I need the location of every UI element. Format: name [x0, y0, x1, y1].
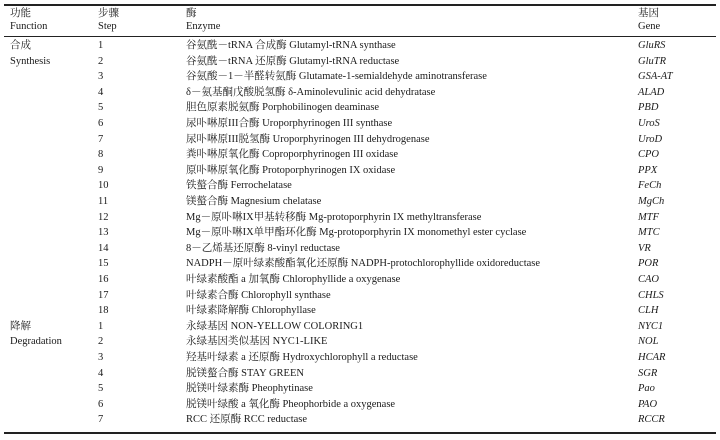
header-enzyme: 酶 Enzyme: [186, 8, 221, 32]
step-cell: 5: [98, 383, 104, 395]
table-row: [0, 38, 720, 54]
step-cell: 10: [98, 180, 109, 192]
table-row: [0, 366, 720, 382]
gene-cell: CLH: [638, 305, 659, 317]
enzyme-cell: δ－氨基酮戊酸脱氢酶 δ-Aminolevulinic acid dehydratase: [186, 86, 436, 98]
step-cell: 3: [98, 352, 104, 363]
table-row: [0, 288, 720, 304]
step-cell: 11: [98, 196, 109, 207]
step-cell: 1: [98, 40, 104, 51]
table-row: [0, 85, 720, 101]
gene-cell: UroD: [638, 133, 663, 145]
table-row: [0, 381, 720, 397]
enzyme-cell: Mg－原卟啉IX单甲酯环化酶 Mg-protoporphyrin IX monomethyl ester cyclase: [186, 227, 527, 239]
gene-cell: POR: [638, 258, 659, 270]
gene-cell: NYC1: [638, 320, 664, 332]
table-row: [0, 163, 720, 179]
table-row: [0, 100, 720, 116]
table-row: [0, 397, 720, 413]
gene-cell: GluRS: [638, 40, 666, 51]
gene-cell: PPX: [638, 164, 658, 176]
group-label-zh: 合成: [10, 40, 31, 51]
enzyme-cell: 铁螯合酶 Ferrochelatase: [186, 180, 292, 192]
enzyme-cell: NADPH－原叶绿素酸酯氧化还原酶 NADPH-protochlorophyllide oxidoreductase: [186, 258, 541, 270]
enzyme-cell: 粪卟啉原氧化酶 Coproporphyrinogen III oxidase: [186, 149, 399, 161]
enzyme-cell: 叶绿素酸酯 a 加氧酶 Chlorophyllide a oxygenase: [186, 274, 401, 285]
step-cell: 4: [98, 367, 104, 379]
table-row: [0, 256, 720, 272]
enzyme-cell: 羟基叶绿素 a 还原酶 Hydroxychlorophyll a reductase: [186, 352, 418, 363]
enzyme-cell: 谷氨酰－tRNA 还原酶 Glutamyl-tRNA reductase: [186, 55, 400, 67]
step-cell: 12: [98, 211, 109, 223]
table-row: [0, 241, 720, 257]
step-cell: 13: [98, 227, 109, 239]
table-row: [0, 225, 720, 241]
step-cell: 14: [98, 242, 109, 254]
enzyme-cell: 脱镁螯合酶 STAY GREEN: [186, 367, 304, 379]
header-step: 步骤 Step: [98, 8, 119, 32]
enzyme-cell: 尿卟啉原III合酶 Uroporphyrinogen III synthase: [186, 118, 393, 129]
header-gene: 基因 Gene: [638, 8, 661, 32]
enzyme-cell: 胆色原素脱氨酶 Porphobilinogen deaminase: [186, 102, 380, 114]
enzyme-cell: 叶绿素合酶 Chlorophyll synthase: [186, 289, 331, 301]
step-cell: 1: [98, 320, 104, 332]
gene-cell: CAO: [638, 274, 659, 285]
enzyme-cell: 尿卟啉原III脱氢酶 Uroporphyrinogen III dehydrogenase: [186, 133, 430, 145]
step-cell: 16: [98, 274, 109, 285]
gene-cell: MTF: [638, 211, 659, 223]
gene-cell: HCAR: [638, 352, 666, 363]
table-row: [0, 319, 720, 335]
group-label-en: Synthesis: [10, 55, 51, 67]
enzyme-cell: 永绿基因 NON-YELLOW COLORING1: [186, 320, 364, 332]
step-cell: 2: [98, 336, 104, 348]
step-cell: 15: [98, 258, 109, 270]
gene-cell: MgCh: [638, 196, 665, 207]
step-cell: 17: [98, 289, 109, 301]
step-cell: 3: [98, 71, 104, 83]
table-row: [0, 178, 720, 194]
gene-cell: PBD: [638, 102, 659, 114]
table-row: [0, 210, 720, 226]
enzyme-cell: 谷氨酰－tRNA 合成酶 Glutamyl-tRNA synthase: [186, 40, 396, 51]
gene-cell: Pao: [638, 383, 655, 395]
step-cell: 18: [98, 305, 109, 317]
table-row: [0, 194, 720, 210]
step-cell: 7: [98, 414, 104, 426]
table-row: [0, 272, 720, 288]
table-row: [0, 147, 720, 163]
gene-cell: NOL: [638, 336, 659, 348]
group-label-zh: 降解: [10, 320, 31, 332]
step-cell: 6: [98, 398, 104, 410]
gene-cell: ALAD: [638, 86, 665, 98]
table-row: [0, 412, 720, 428]
header-rule: [4, 36, 716, 37]
gene-cell: RCCR: [638, 414, 665, 426]
gene-cell: CHLS: [638, 289, 664, 301]
gene-cell: PAO: [638, 398, 658, 410]
group-label-en: Degradation: [10, 336, 62, 348]
enzyme-cell: 脱镁叶绿酸 a 氧化酶 Pheophorbide a oxygenase: [186, 398, 396, 410]
step-cell: 7: [98, 133, 104, 145]
gene-cell: MTC: [638, 227, 660, 239]
enzyme-cell: 叶绿素降解酶 Chlorophyllase: [186, 305, 316, 317]
table-row: [0, 350, 720, 366]
step-cell: 8: [98, 149, 104, 161]
table-top-rule: [4, 4, 716, 6]
enzyme-cell: 原卟啉原氧化酶 Protoporphyrinogen IX oxidase: [186, 164, 396, 176]
table-bottom-rule: [4, 432, 716, 434]
gene-cell: UroS: [638, 118, 660, 129]
step-cell: 4: [98, 86, 104, 98]
step-cell: 6: [98, 118, 104, 129]
table-row: [0, 303, 720, 319]
table-row: [0, 116, 720, 132]
table-row: [0, 54, 720, 70]
enzyme-cell: Mg－原卟啉IX甲基转移酶 Mg-protoporphyrin IX methyltransferase: [186, 211, 482, 223]
enzyme-cell: 永绿基因类似基因 NYC1-LIKE: [186, 336, 328, 348]
step-cell: 2: [98, 55, 104, 67]
gene-cell: GluTR: [638, 55, 667, 67]
enzyme-cell: 8－乙烯基还原酶 8-vinyl reductase: [186, 242, 340, 254]
gene-cell: SGR: [638, 367, 658, 379]
gene-cell: GSA-AT: [638, 71, 673, 83]
step-cell: 5: [98, 102, 104, 114]
header-function: 功能 Function: [10, 8, 48, 32]
table-row: [0, 132, 720, 148]
table-row: [0, 69, 720, 85]
enzyme-cell: 脱镁叶绿素酶 Pheophytinase: [186, 383, 313, 395]
enzyme-cell: 镁螯合酶 Magnesium chelatase: [186, 196, 322, 207]
enzyme-cell: RCC 还原酶 RCC reductase: [186, 414, 308, 426]
table-row: [0, 334, 720, 350]
gene-cell: CPO: [638, 149, 659, 161]
gene-cell: FeCh: [638, 180, 662, 192]
enzyme-cell: 谷氨酸－1－半醛转氨酶 Glutamate-1-semialdehyde aminotransferase: [186, 71, 487, 83]
step-cell: 9: [98, 164, 104, 176]
gene-cell: VR: [638, 242, 651, 254]
